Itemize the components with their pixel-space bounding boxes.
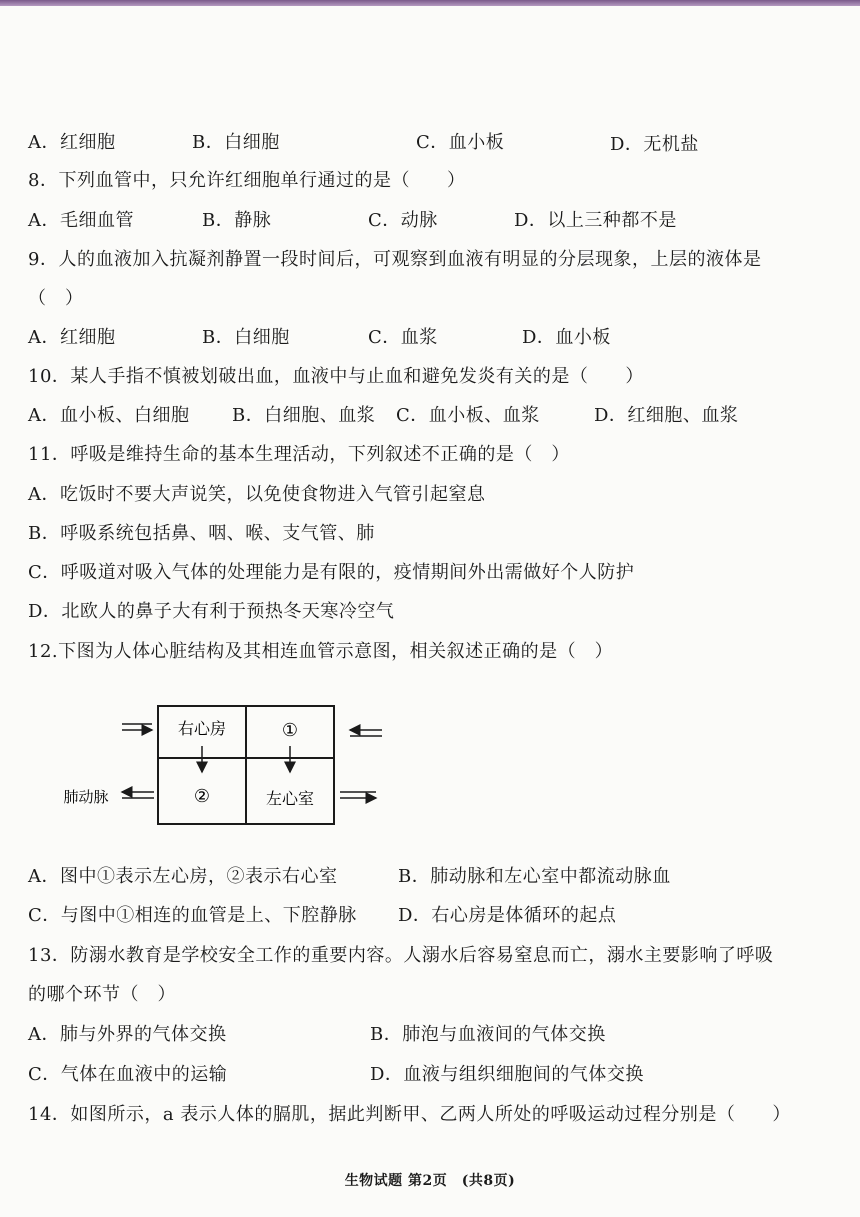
heart-diagram-svg xyxy=(50,690,410,840)
q13-stem: 13．防溺水教育是学校安全工作的重要内容。人溺水后容易窒息而亡，溺水主要影响了呼吸 xyxy=(28,945,774,966)
q10-option-c: C．血小板、血浆 xyxy=(396,405,540,426)
page-footer: 生物试题 第2页 (共8页) xyxy=(344,1173,516,1189)
label-mark-2: ② xyxy=(193,786,211,807)
q11-option-d: D．北欧人的鼻子大有利于预热冬天寒冷空气 xyxy=(28,601,395,622)
q7-option-d: D．无机盐 xyxy=(610,134,699,155)
q12-stem: 12.下图为人体心脏结构及其相连血管示意图，相关叙述正确的是（ ） xyxy=(28,641,614,662)
q7-option-c: C．血小板 xyxy=(416,132,505,153)
q12-option-d: D．右心房是体循环的起点 xyxy=(398,905,617,926)
q13-option-c: C．气体在血液中的运输 xyxy=(28,1064,228,1085)
label-mark-1: ① xyxy=(281,720,299,741)
q9-stem: 9．人的血液加入抗凝剂静置一段时间后，可观察到血液有明显的分层现象，上层的液体是 xyxy=(28,249,762,270)
q10-option-a: A．血小板、白细胞 xyxy=(28,405,190,426)
q9-option-d: D．血小板 xyxy=(522,327,611,348)
q9-stem-continued: （ ） xyxy=(28,288,84,309)
q8-option-c: C．动脉 xyxy=(368,210,438,231)
q8-option-d: D．以上三种都不是 xyxy=(514,210,677,231)
q9-option-b: B．白细胞 xyxy=(202,327,290,348)
q8-option-a: A．毛细血管 xyxy=(28,210,134,231)
q11-option-c: C．呼吸道对吸入气体的处理能力是有限的，疫情期间外出需做好个人防护 xyxy=(28,562,635,583)
heart-diagram xyxy=(50,690,410,840)
label-right-atrium: 右心房 xyxy=(177,719,227,738)
q7-option-a: A．红细胞 xyxy=(28,132,116,153)
q10-option-b: B．白细胞、血浆 xyxy=(232,405,376,426)
q11-option-a: A．吃饭时不要大声说笑，以免使食物进入气管引起窒息 xyxy=(28,484,486,505)
q13-option-d: D．血液与组织细胞间的气体交换 xyxy=(370,1064,644,1085)
q13-option-a: A．肺与外界的气体交换 xyxy=(28,1024,227,1045)
q13-stem-continued: 的哪个环节（ ） xyxy=(28,984,176,1005)
label-pulmonary-artery: 肺动脉 xyxy=(63,788,109,806)
q11-option-b: B．呼吸系统包括鼻、咽、喉、支气管、肺 xyxy=(28,523,375,544)
q10-option-d: D．红细胞、血浆 xyxy=(594,405,739,426)
q13-option-b: B．肺泡与血液间的气体交换 xyxy=(370,1024,606,1045)
q9-option-a: A．红细胞 xyxy=(28,327,116,348)
q10-stem: 10．某人手指不慎被划破出血，血液中与止血和避免发炎有关的是（ ） xyxy=(28,366,644,387)
q12-option-c: C．与图中①相连的血管是上、下腔静脉 xyxy=(28,905,357,926)
q8-stem: 8．下列血管中，只允许红细胞单行通过的是（ ） xyxy=(28,170,466,191)
q8-option-b: B．静脉 xyxy=(202,210,272,231)
q7-option-b: B．白细胞 xyxy=(192,132,280,153)
q12-option-b: B．肺动脉和左心室中都流动脉血 xyxy=(398,866,671,887)
q11-stem: 11．呼吸是维持生命的基本生理活动，下列叙述不正确的是（ ） xyxy=(28,444,570,465)
q12-option-a: A．图中①表示左心房，②表示右心室 xyxy=(28,866,338,887)
page-top-border xyxy=(0,0,860,6)
q9-option-c: C．血浆 xyxy=(368,327,438,348)
label-left-ventricle: 左心室 xyxy=(265,789,315,808)
q14-stem: 14．如图所示，a 表示人体的膈肌，据此判断甲、乙两人所处的呼吸运动过程分别是（ ） xyxy=(28,1104,791,1125)
